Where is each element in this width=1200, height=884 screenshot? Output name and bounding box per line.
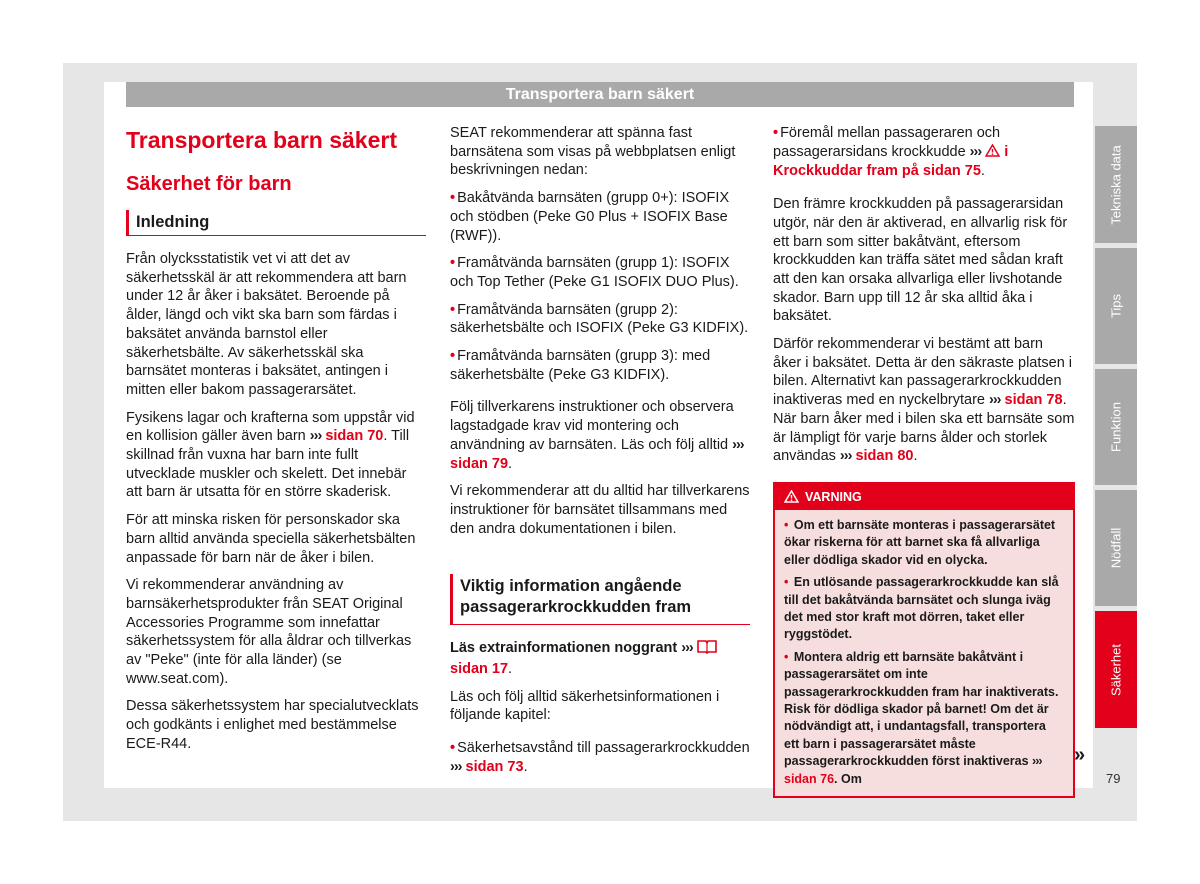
page-link[interactable]: sidan 17 [450,661,509,678]
page-link[interactable]: sidan 80 [855,448,914,465]
bullet-icon: • [450,255,456,272]
bullet-icon: • [450,301,456,318]
bullet-icon: • [450,740,456,757]
warning-label: VARNING [805,489,862,504]
warning-triangle-icon [784,486,799,512]
paragraph: Dessa säkerhetssystem har specialutvecklats och godkänts i enlighet med bestämmelse ECE-R44. [126,698,419,752]
paragraph: Från olycksstatistik vet vi att det av säkerhetsskäl är att rekommendera att barn under 12 år åker i baksätet. Beroende på ålder, längd och vikt ska barn som färdas i baksätet använda barnstol eller säkerhetsbälte. Av säkerhetsskäl ska barnsätet monteras i baksätet, antingen i mitten eller bakom passagerarsätet. [126,251,407,398]
page-link[interactable]: sidan 73 [465,758,524,775]
page-link[interactable]: i Krockkuddar fram på sidan 75 [773,143,1009,180]
list-item: • Framåtvända barnsäten (grupp 3): med säkerhetsbälte (Peke G3 KIDFIX). [450,348,711,383]
list-item: • Framåtvända barnsäten (grupp 2): säkerhetsbälte och ISOFIX (Peke G3 KIDFIX). [450,301,749,337]
reference-arrow-icon: ››› [732,436,744,453]
paragraph: Vi rekommenderar att du alltid har tillverkarens instruktioner för barnsätet tillsammans med den andra dokumentationen i bilen. [450,483,750,537]
paragraph: Vi rekommenderar användning av barnsäkerhetsprodukter från SEAT Original Accessories Programme som innefattar säkerhetssystem för alla åldrar och tillverkas av "Peke" (inte för alla länder) (se www.seat.com). [126,577,412,687]
page-link[interactable]: sidan 79 [450,455,509,472]
reference-arrow-icon: ››› [839,448,852,465]
list-item: • Föremål mellan passageraren och passagerarsidans krockkudde ››› i Krockkuddar fram på sidan 75. [773,125,1009,180]
warning-triangle-icon [985,144,1000,163]
reference-arrow-icon: ››› [309,428,322,445]
subsection-heading: Viktig information angående passagerarkrockkudden fram [450,574,750,625]
tab-nodfall[interactable]: Nödfall [1095,490,1137,606]
warning-box [773,482,1075,798]
column-right [773,124,1075,798]
reference-arrow-icon: ››› [1032,754,1042,769]
page-link[interactable]: sidan 76 [784,771,835,786]
warning-header [775,484,1073,510]
list-item: • Säkerhetsavstånd till passagerarkrockkudden ››› sidan 73. [450,740,750,775]
paragraph: SEAT rekommenderar att spänna fast barnsätena som visas på webbplatsen enligt beskrivningen nedan: [450,125,736,179]
book-icon [697,639,717,660]
reference-arrow-icon: ››› [969,143,982,160]
column-middle [450,124,750,786]
tab-funktion[interactable]: Funktion [1095,369,1137,485]
reference-arrow-icon: ››› [450,758,462,775]
list-item: • Bakåtvända barnsäten (grupp 0+): ISOFIX och stödben (Peke G0 Plus + ISOFIX Base (RWF)). [450,190,730,244]
bullet-icon: • [450,190,456,207]
paragraph: För att minska risken för personskador ska barn alltid använda speciella säkerhetsbälten anpassade för barn när de åker i bilen. [126,512,416,566]
bullet-icon: • [773,125,779,141]
column-left [126,124,426,763]
page-title: Transportera barn säkert [126,127,398,153]
subsection-heading: Inledning [126,210,426,236]
paragraph: Fysikens lagar och krafterna som uppstår vid en kollision gäller även barn ››› sidan 70. Till skillnad från vuxna har barn inte fullt utvecklade muskler och skelett. Det innebär att barn är utsatta för en större skaderisk. [126,409,415,501]
paragraph: Därför rekommenderar vi bestämt att barn åker i baksätet. Detta är den säkraste platsen i bilen. Alternativt kan passagerarkrockkudden inaktiveras med en nyckelbrytare ››› sidan 78. När barn åker med i bilen ska ett barnsäte som är lämpligt för varje barns ålder och storlek användas ››› sidan 80. [773,336,1075,465]
warning-body [775,510,1073,796]
tab-tips[interactable]: Tips [1095,248,1137,364]
tab-sakerhet[interactable]: Säkerhet [1095,611,1137,728]
page-number: 79 [1106,771,1121,786]
warning-item: • En utlösande passagerarkrockkudde kan slå till det bakåtvända barnsätet och slunga iväg det med stor kraft mot dörren, taket eller ryggstödet. [784,575,1059,642]
warning-item: • Montera aldrig ett barnsäte bakåtvänt i passagerarsätet om inte passagerarkrockkudden fram har inaktiverats. Risk för dödliga skador på barnet! Om det är nödvändigt att, i undantagsfall, transportera ett barn i passagerarsätet måste passagerarkrockkudden först inaktiveras ››› sidan 76. Om [784,649,1059,786]
list-item: • Framåtvända barnsäten (grupp 1): ISOFIX och Top Tether (Peke G1 ISOFIX DUO Plus). [450,255,739,290]
reference-arrow-icon: ››› [989,392,1001,409]
bullet-icon: • [450,348,456,365]
paragraph: Läs extrainformationen noggrant ››› sidan 17. [450,639,750,678]
continue-arrow-icon: » [1074,744,1086,766]
paragraph: Följ tillverkarens instruktioner och observera lagstadgade krav vid montering och användning av barnsäten. Läs och följ alltid ››› sidan 79. [450,399,744,472]
paragraph: Läs och följ alltid säkerhetsinformationen i följande kapitel: [450,688,720,724]
tab-tekniska-data[interactable]: Tekniska data [1095,126,1137,243]
paragraph: Den främre krockkudden på passagerarsidan utgör, när den är aktiverad, en allvarlig risk för ett barn som sitter bakåtvänt, eftersom krockkudden kan träffa sätet med sådan kraft att den kan orsaka allvarliga eller livshotande skador. Barn upp till 12 år ska alltid åka i baksätet. [773,196,1068,325]
reference-arrow-icon: ››› [681,640,693,657]
running-header: Transportera barn säkert [126,82,1074,107]
page-link[interactable]: sidan 70 [325,428,384,445]
section-title: Säkerhet för barn [126,173,292,195]
page-link[interactable]: sidan 78 [1004,392,1063,409]
warning-item: • Om ett barnsäte monteras i passagerarsätet ökar riskerna för att barnet ska få allvarliga eller dödliga skador vid en olycka. [784,517,1056,567]
